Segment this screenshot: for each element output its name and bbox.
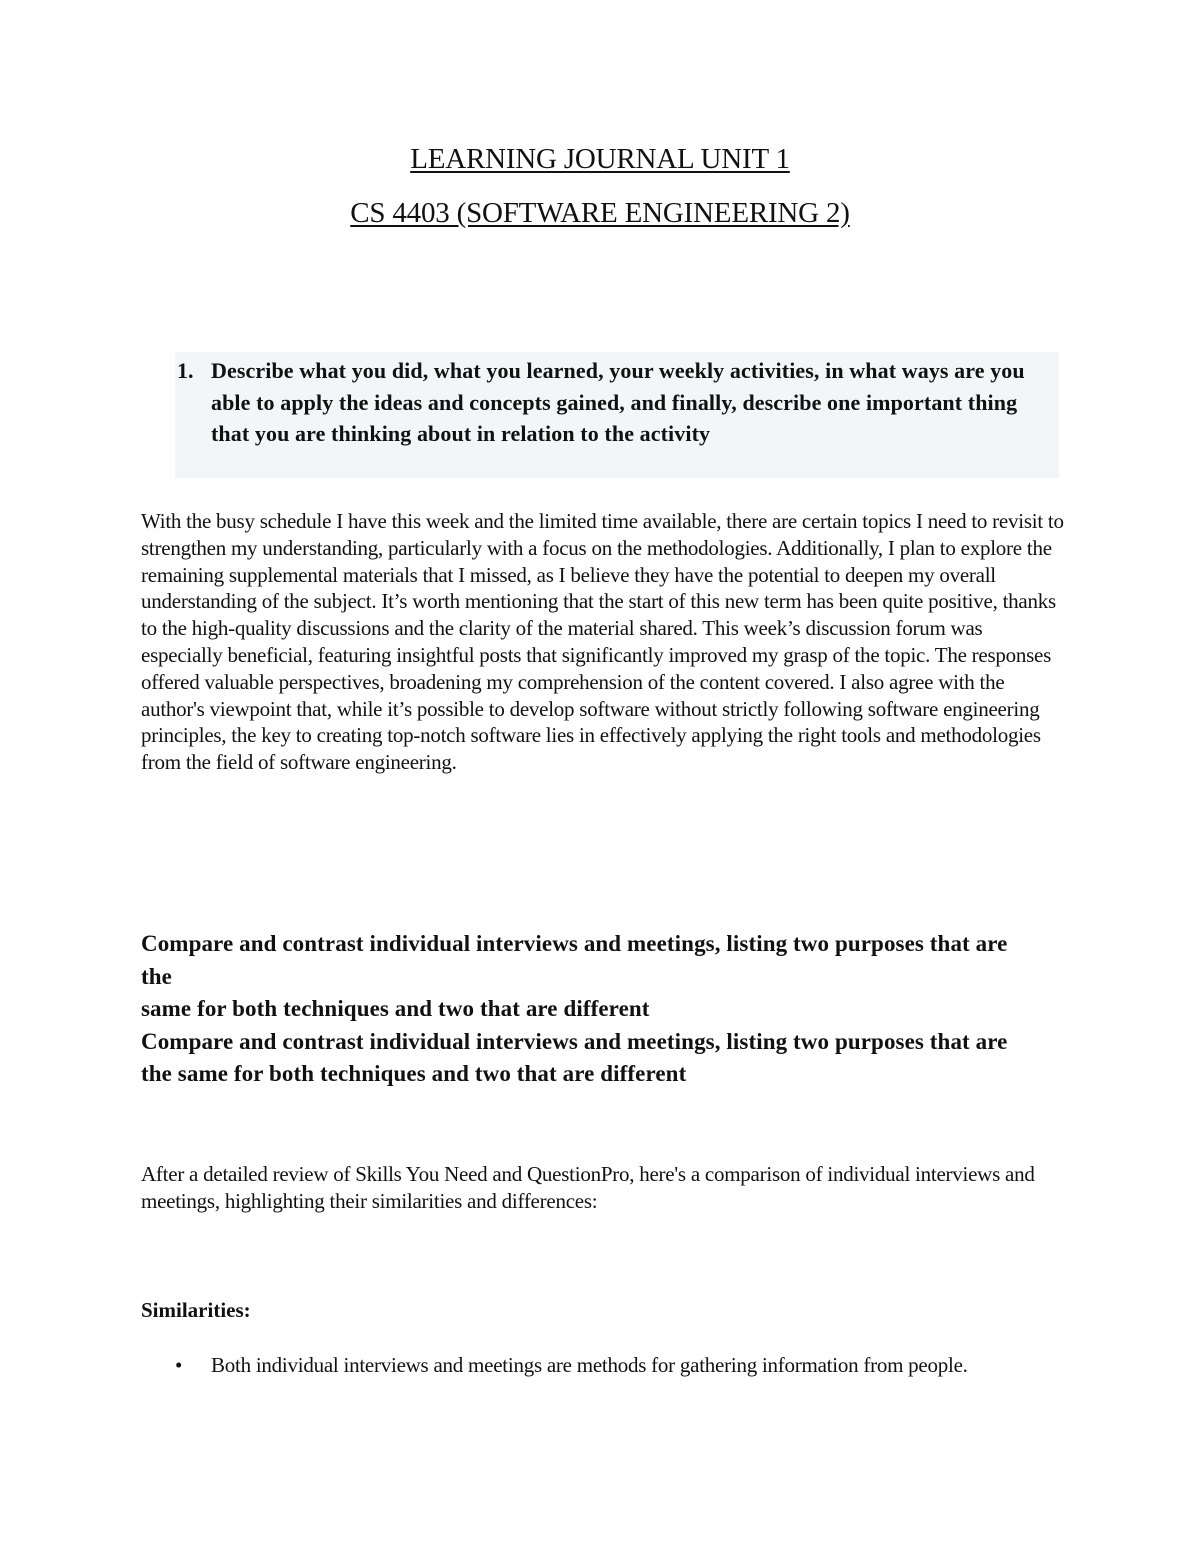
bullet-icon: • xyxy=(175,1353,183,1377)
question-text: Describe what you did, what you learned, your weekly activities, in what ways are you able to apply the ideas and concepts gained, and finally, describe one important thing that you are thinking about in relation to the activity xyxy=(211,358,1025,446)
similarities-heading: Similarities: xyxy=(141,1298,251,1322)
list-item-text: Both individual interviews and meetings are methods for gathering information from people. xyxy=(211,1353,968,1377)
comparison-intro-paragraph: After a detailed review of Skills You Need and QuestionPro, here's a comparison of individual interviews and meetings, highlighting their similarities and differences: xyxy=(141,1162,1035,1213)
similarities-list xyxy=(141,1352,1041,1379)
journal-paragraph: With the busy schedule I have this week and the limited time available, there are certain topics I need to revisit to strengthen my understanding, particularly with a focus on the methodologies. Additionally, I plan to explore the remaining supplemental materials that I missed, as I believe they have the potential to deepen my overall understanding of the subject. It’s worth mentioning that the start of this new term has been quite positive, thanks to the high-quality discussions and the clarity of the material shared. This week’s discussion forum was especially beneficial, featuring insightful posts that significantly improved my grasp of the topic. The responses offered valuable perspectives, broadening my comprehension of the content covered. I also agree with the author's viewpoint that, while it’s possible to develop software without strictly following software engineering principles, the key to creating top-notch software lies in effectively applying the right tools and methodologies from the field of software engineering. xyxy=(141,509,1064,775)
compare-heading xyxy=(141,928,1041,1091)
question-number: 1. xyxy=(177,358,194,383)
compare-line-3: Compare and contrast individual interviews and meetings, listing two purposes that are the same for both techniques and two that are different xyxy=(141,1028,1008,1086)
course-title: CS 4403 (SOFTWARE ENGINEERING 2) xyxy=(350,197,850,229)
compare-line-1: Compare and contrast individual interviews and meetings, listing two purposes that are the xyxy=(141,931,1008,989)
journal-title: LEARNING JOURNAL UNIT 1 xyxy=(410,143,790,175)
compare-line-2: same for both techniques and two that are different xyxy=(141,996,650,1021)
list-item xyxy=(141,1352,1041,1379)
